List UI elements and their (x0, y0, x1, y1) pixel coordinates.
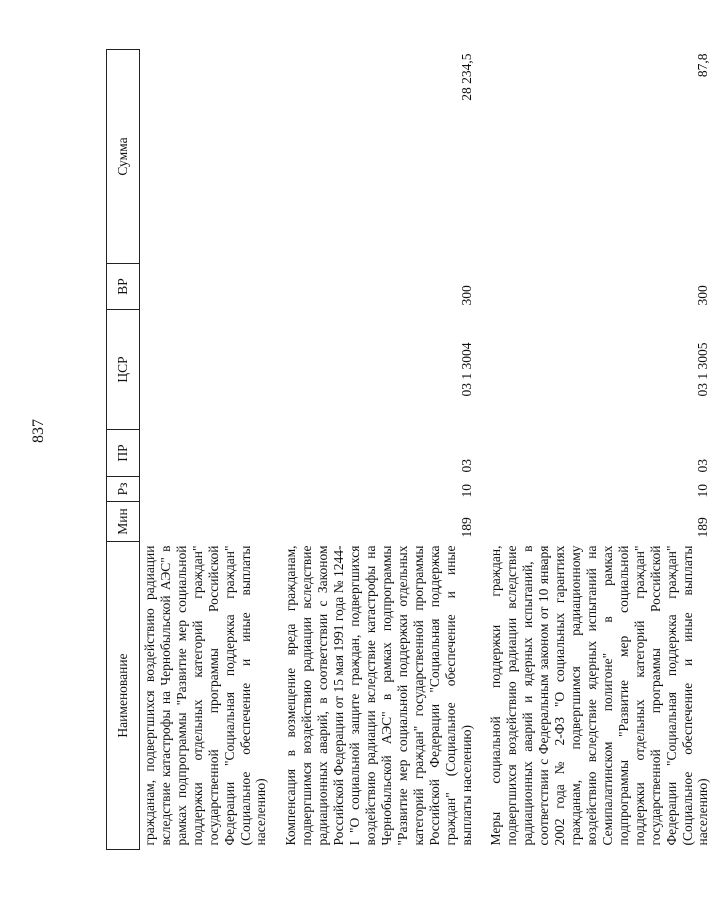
row-csr: 03 1 3005 (695, 342, 711, 397)
row-sum (140, 50, 282, 264)
table-row (486, 50, 723, 850)
row-min: 189 (458, 517, 474, 538)
row-rz: 10 (458, 484, 474, 498)
rotated-page-content (106, 50, 711, 850)
row-vr: 300 (458, 285, 474, 306)
row-rz: 10 (695, 484, 711, 498)
row-csr: 03 1 3004 (458, 342, 474, 397)
header-min: Мин (107, 502, 140, 542)
row-sum: 28 234,5 (458, 53, 474, 101)
row-csr (140, 310, 282, 430)
row-name: гражданам, подвергшихся воздействию радиации вследствие катастрофы на Чернобыльской АЭС" в рамках подпрограммы "Развитие мер социальной поддержки отдельных категорий граждан" государственной программы Российской Федерации "Социальная поддержка граждан" (Социальное обеспечение и иные выплаты населению) (142, 545, 269, 846)
row-pr: 03 (458, 459, 474, 473)
row-vr (140, 264, 282, 310)
table-row (140, 50, 282, 850)
header-name: Наименование (107, 542, 140, 850)
row-rz (140, 477, 282, 502)
header-pr: ПР (107, 430, 140, 477)
table-row (281, 50, 486, 850)
row-vr: 300 (695, 285, 711, 306)
header-sum: Сумма (107, 50, 140, 264)
header-rz: Рз (107, 477, 140, 502)
table-header-row (107, 50, 140, 850)
header-vr: ВР (107, 264, 140, 310)
row-pr: 03 (695, 459, 711, 473)
row-min (140, 502, 282, 542)
row-min: 189 (695, 517, 711, 538)
row-sum: 87,8 (695, 53, 711, 78)
row-name: Меры социальной поддержки граждан, подвергшихся воздействию радиации вследствие радиационных аварий и ядерных испытаний, в соответствии с Федеральным законом от 10 января 2002 года № 2-ФЗ "О социальных гарантиях гражданам, подвергшимся радиационному воздействию вследствие ядерных испытаний на Семипалатинском полигоне" в рамках подпрограммы "Развитие мер социальной поддержки отдельных категорий граждан" государственной программы Российской Федерации "Социальная поддержка граждан" (Социальное обеспечение и иные выплаты населению) (488, 545, 711, 846)
header-csr: ЦСР (107, 310, 140, 430)
budget-table (106, 49, 723, 850)
page-number: 837 (30, 419, 47, 443)
row-name: Компенсация в возмещение вреда гражданам, подвергшимся воздействию радиации вследствие радиационных аварий, в соответствии с Законом Российской Федерации от 15 мая 1991 года № 1244-I "О социальной защите граждан, подвергшихся воздействию радиации вследствие катастрофы на Чернобыльской АЭС" в рамках подпрограммы "Развитие мер социальной поддержки отдельных категорий граждан" государственной программы Российской Федерации "Социальная поддержка граждан" (Социальное обеспечение и иные выплаты населению) (283, 545, 474, 846)
row-pr (140, 430, 282, 477)
